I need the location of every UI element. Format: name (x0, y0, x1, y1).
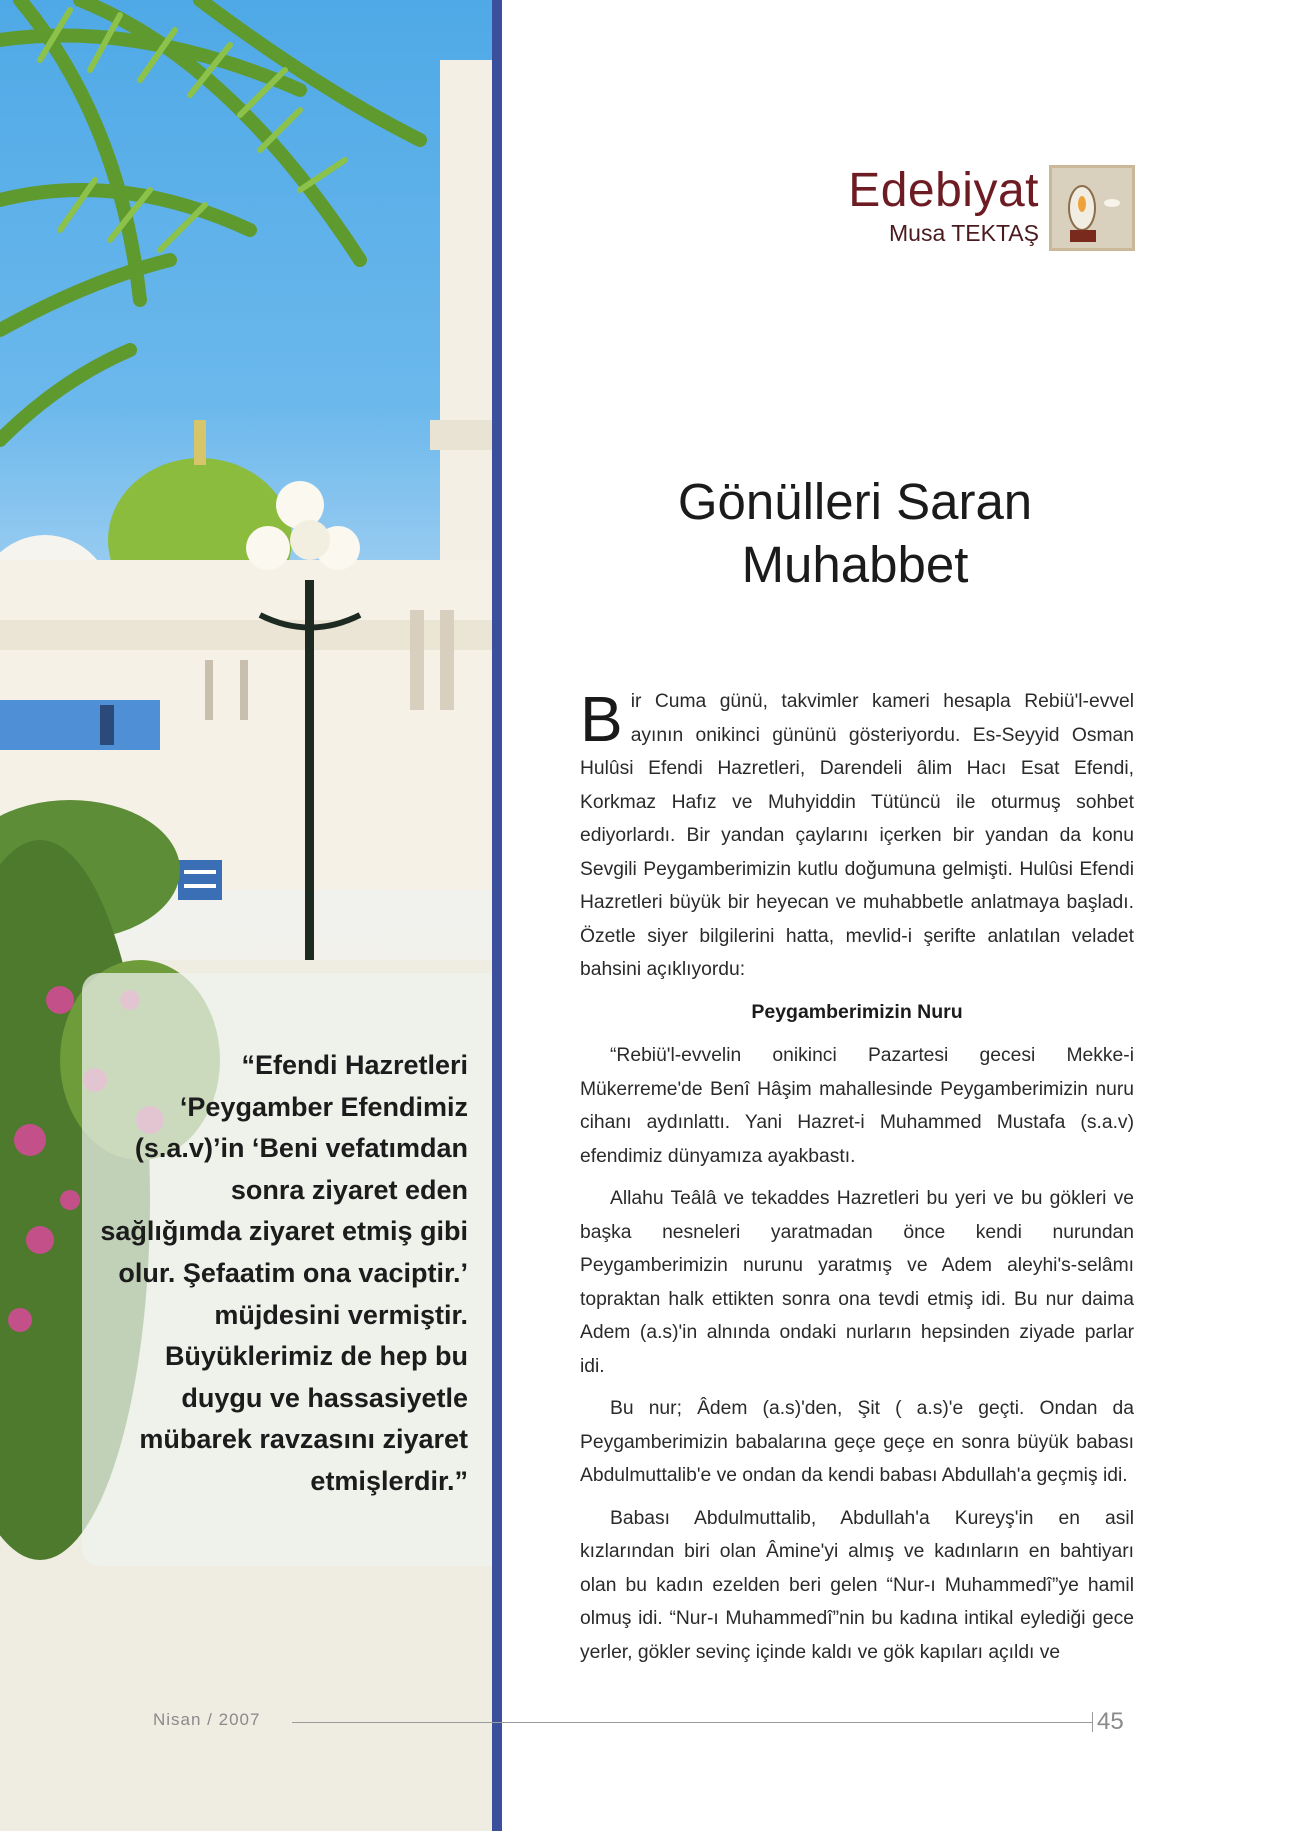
page-number: 45 (1097, 1708, 1124, 1735)
drop-cap: B (580, 683, 623, 755)
pull-quote: “Efendi Hazretleri ‘Peygamber Efendimiz (s.a.v)’in ‘Beni vefatımdan sonra ziyaret eden sağlığımda ziyaret etmiş gibi olur. Şefaatim ona vaciptir.’ müjdesini vermiştir. Büyüklerimiz de hep bu duygu ve hassasiyetle mübarek ravzasını ziyaret etmişlerdir.” (100, 1050, 468, 1496)
article-title: Gönülleri Saran Muhabbet (677, 473, 1033, 593)
lamp-thumbnail (1049, 165, 1135, 251)
paragraph-intro: Bir Cuma günü, takvimler kameri hesapla Rebiü'l-evvel ayının onikinci gününü gösteriyordu. Es-Seyyid Osman Hulûsi Efendi Hazretleri, Darendeli âlim Hacı Esat Efendi, Korkmaz Hafız ve Muhyiddin Tütüncü ile oturmuş sohbet ediyorlardı. Bir yandan çaylarını içerken bir yandan da konu Sevgili Peygamberimizin kutlu doğumuna gelmişti. Hulûsi Efendi Hazretleri büyük bir heyecan ve muhabbetle anlatmaya başladı. Özetle siyer bilgilerini hatta, mevlid-i şerifte anlatılan veladet bahsini açıklıyordu: (580, 683, 1134, 980)
footer-tick (1092, 1712, 1093, 1732)
section-title: Edebiyat (848, 164, 1039, 217)
vertical-accent-rule (492, 0, 502, 1831)
paragraph: Allahu Teâlâ ve tekaddes Hazretleri bu yeri ve bu gökleri ve başka nesneleri yaratmadan önce kendi nurundan Peygamberimizin nurunu yaratmış ve Adem aleyhi's-selâmı topraktan halk ettikten sonra ona tevdi etmiş idi. Bu nur daima Adem (a.s)'in alnında ondaki nurların hepsinden ziyade parlar idi. (580, 1188, 1134, 1377)
footer-rule (292, 1722, 1092, 1723)
paragraph: Bu nur; Âdem (a.s)'den, Şit ( a.s)'e geçti. Ondan da Peygamberimizin babalarına geçe geçe en sonra büyük babası Abdulmuttalib'e ve ondan da kendi babası Abdullah'a geçmiş idi. (580, 1398, 1134, 1486)
subheading: Peygamberimizin Nuru (751, 1000, 963, 1023)
issue-date: Nisan / 2007 (153, 1710, 261, 1729)
paragraph: Babası Abdulmuttalib, Abdullah'a Kureyş'in en asil kızlarından biri olan Âmine'yi almış ve kadınların en bahtiyarı olan bu kadın ezelden beri gelen “Nur-ı Muhammedî”ye hamil olmuş idi. “Nur-ı Muhammedî”nin bu kadına intikal eylediği gece yerler, gökler sevinç içinde kaldı ve gök kapıları açıldı ve (580, 1507, 1134, 1663)
article-body (580, 685, 1134, 1678)
author-name: Musa TEKTAŞ (889, 220, 1039, 246)
paragraph: “Rebiü'l-evvelin onikinci Pazartesi gecesi Mekke-i Mükerreme'de Benî Hâşim mahallesinde Peygamberimizin nuru cihanı aydınlattı. Yani Hazret-i Muhammed Mustafa (s.a.v) efendimiz dünyamıza ayakbastı. (580, 1045, 1134, 1167)
oil-lamp-icon (1052, 168, 1132, 248)
